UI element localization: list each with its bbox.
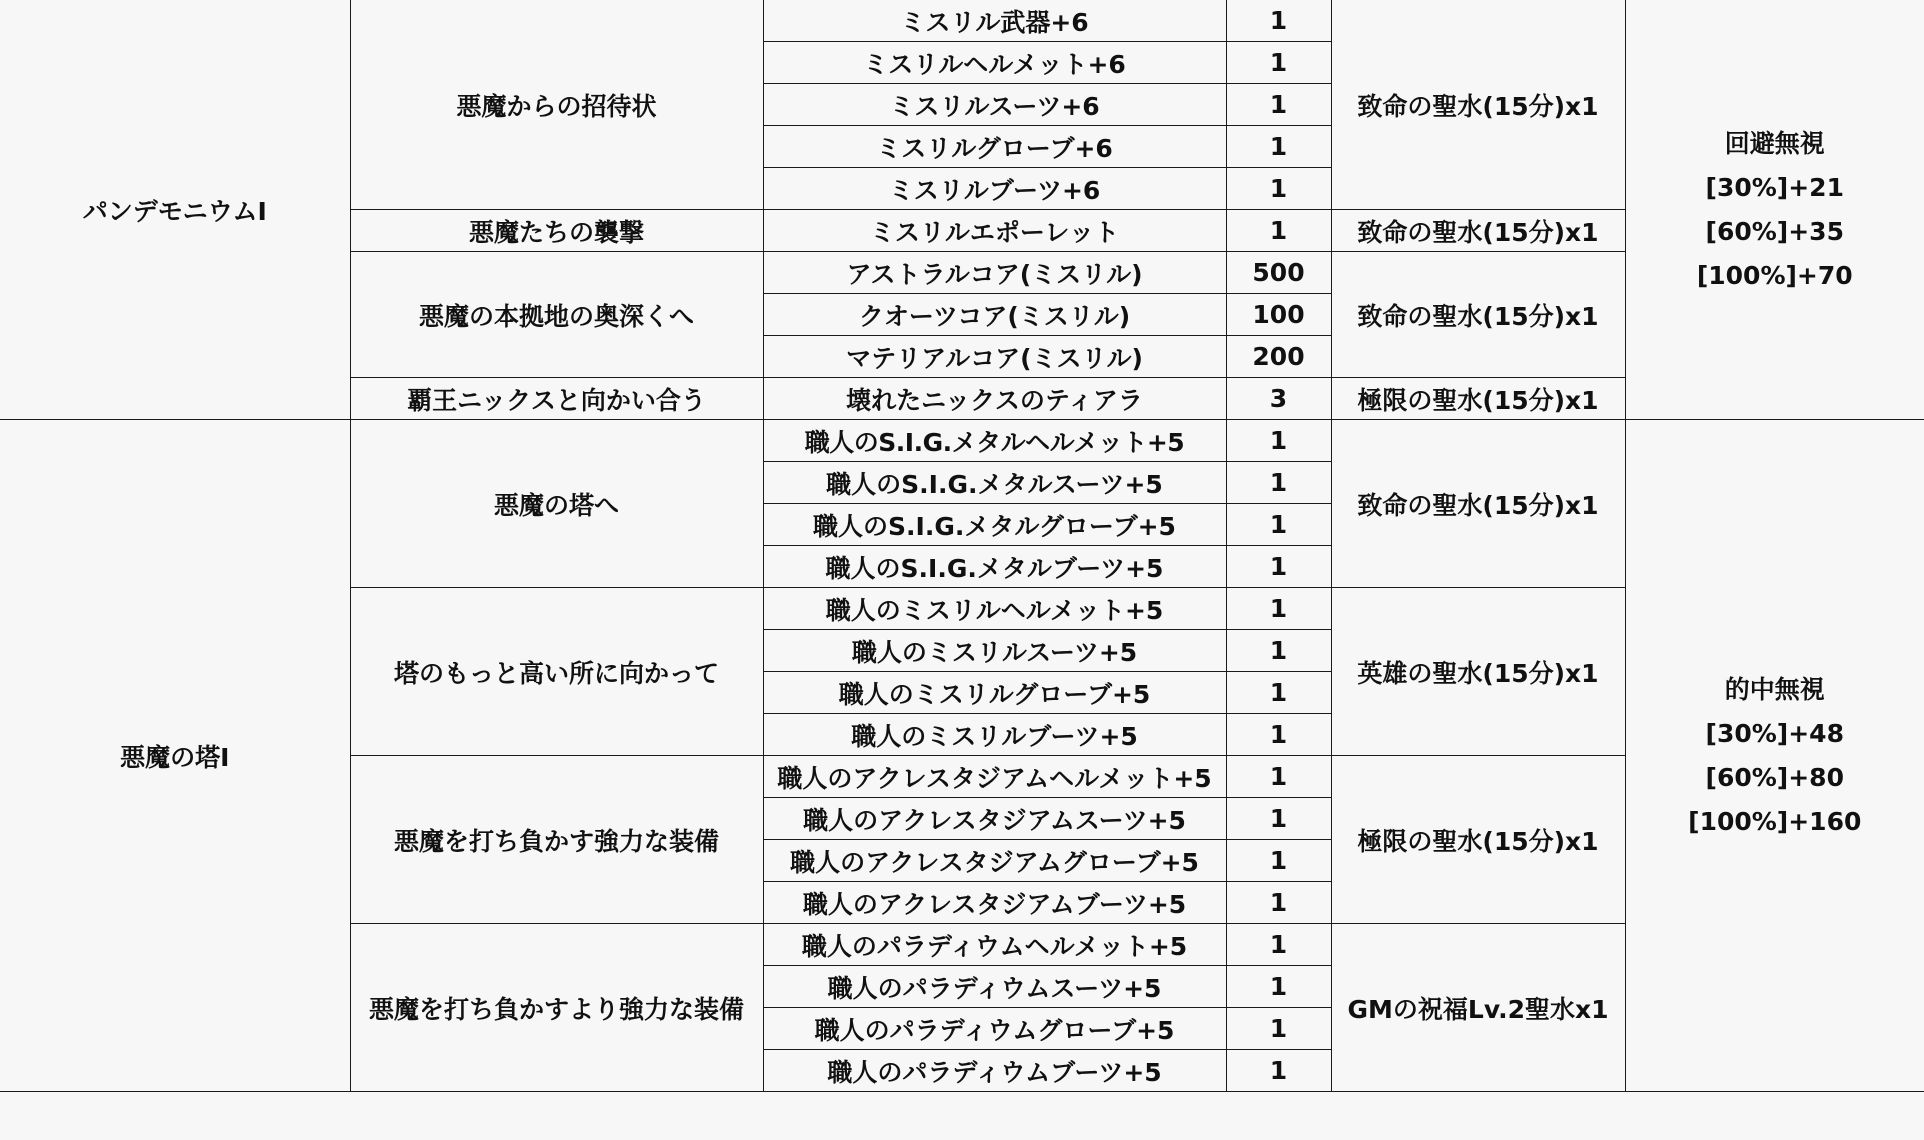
quantity-cell: 1 [1226,546,1331,588]
quantity-cell: 1 [1226,630,1331,672]
required-item-cell: 職人のパラディウムブーツ+5 [763,1050,1226,1092]
required-item-cell: 職人のミスリルスーツ+5 [763,630,1226,672]
quest-name-cell: 覇王ニックスと向かい合う [350,378,763,420]
quest-name-cell: 悪魔を打ち負かすより強力な装備 [350,924,763,1092]
required-item-cell: 職人のS.I.G.メタルスーツ+5 [763,462,1226,504]
reward-cell: 致命の聖水(15分)x1 [1331,0,1625,210]
quantity-cell: 1 [1226,168,1331,210]
required-item-cell: 職人のパラディウムヘルメット+5 [763,924,1226,966]
quest-name-cell: 悪魔の塔へ [350,420,763,588]
bonus-effect-cell [1625,420,1924,1092]
quantity-cell: 1 [1226,126,1331,168]
quantity-cell: 1 [1226,672,1331,714]
required-item-cell: 職人のミスリルヘルメット+5 [763,588,1226,630]
quest-name-cell: 悪魔たちの襲撃 [350,210,763,252]
bonus-title: 的中無視 [1724,674,1825,704]
required-item-cell: アストラルコア(ミスリル) [763,252,1226,294]
required-item-cell: 職人のS.I.G.メタルヘルメット+5 [763,420,1226,462]
quantity-cell: 1 [1226,924,1331,966]
bonus-line: [100%]+160 [1688,806,1862,836]
quantity-cell: 100 [1226,294,1331,336]
required-item-cell: ミスリルヘルメット+6 [763,42,1226,84]
required-item-cell: 職人のミスリルブーツ+5 [763,714,1226,756]
bonus-line: [100%]+70 [1696,260,1853,290]
bonus-line: [60%]+80 [1705,762,1844,792]
table-row [0,420,1924,462]
required-item-cell: ミスリルグローブ+6 [763,126,1226,168]
reward-cell: 英雄の聖水(15分)x1 [1331,588,1625,756]
required-item-cell: ミスリル武器+6 [763,0,1226,42]
reward-cell: 極限の聖水(15分)x1 [1331,378,1625,420]
reward-cell: 致命の聖水(15分)x1 [1331,420,1625,588]
dungeon-name-cell: パンデモニウムI [0,0,350,420]
quantity-cell: 200 [1226,336,1331,378]
quantity-cell: 1 [1226,210,1331,252]
required-item-cell: 職人のアクレスタジアムヘルメット+5 [763,756,1226,798]
quantity-cell: 1 [1226,42,1331,84]
reward-cell: 極限の聖水(15分)x1 [1331,756,1625,924]
quest-name-cell: 悪魔を打ち負かす強力な装備 [350,756,763,924]
required-item-cell: 職人のアクレスタジアムブーツ+5 [763,882,1226,924]
quest-name-cell: 悪魔からの招待状 [350,0,763,210]
quest-name-cell: 塔のもっと高い所に向かって [350,588,763,756]
required-item-cell: ミスリルスーツ+6 [763,84,1226,126]
quantity-cell: 1 [1226,504,1331,546]
quantity-cell: 1 [1226,966,1331,1008]
bonus-line: [30%]+48 [1705,718,1844,748]
dungeon-name-cell: 悪魔の塔I [0,420,350,1092]
quantity-cell: 3 [1226,378,1331,420]
required-item-cell: 壊れたニックスのティアラ [763,378,1226,420]
reward-cell: 致命の聖水(15分)x1 [1331,210,1625,252]
bonus-line: [30%]+21 [1705,172,1844,202]
table-row [0,0,1924,42]
quantity-cell: 1 [1226,0,1331,42]
quantity-cell: 1 [1226,840,1331,882]
required-item-cell: 職人のS.I.G.メタルグローブ+5 [763,504,1226,546]
bonus-line: [60%]+35 [1705,216,1844,246]
reward-cell: GMの祝福Lv.2聖水x1 [1331,924,1625,1092]
quantity-cell: 1 [1226,420,1331,462]
required-item-cell: 職人のパラディウムグローブ+5 [763,1008,1226,1050]
bonus-effect-cell [1625,0,1924,420]
required-item-cell: ミスリルブーツ+6 [763,168,1226,210]
quest-name-cell: 悪魔の本拠地の奥深くへ [350,252,763,378]
quantity-cell: 1 [1226,714,1331,756]
required-item-cell: 職人のアクレスタジアムスーツ+5 [763,798,1226,840]
reward-cell: 致命の聖水(15分)x1 [1331,252,1625,378]
required-item-cell: 職人のパラディウムスーツ+5 [763,966,1226,1008]
required-item-cell: 職人のS.I.G.メタルブーツ+5 [763,546,1226,588]
quantity-cell: 1 [1226,1008,1331,1050]
quantity-cell: 1 [1226,84,1331,126]
required-item-cell: 職人のミスリルグローブ+5 [763,672,1226,714]
quantity-cell: 1 [1226,756,1331,798]
required-item-cell: マテリアルコア(ミスリル) [763,336,1226,378]
quantity-cell: 1 [1226,462,1331,504]
required-item-cell: 職人のアクレスタジアムグローブ+5 [763,840,1226,882]
quantity-cell: 1 [1226,1050,1331,1092]
required-item-cell: クオーツコア(ミスリル) [763,294,1226,336]
quantity-cell: 1 [1226,798,1331,840]
quantity-cell: 500 [1226,252,1331,294]
quantity-cell: 1 [1226,882,1331,924]
required-item-cell: ミスリルエポーレット [763,210,1226,252]
quantity-cell: 1 [1226,588,1331,630]
bonus-title: 回避無視 [1724,128,1825,158]
